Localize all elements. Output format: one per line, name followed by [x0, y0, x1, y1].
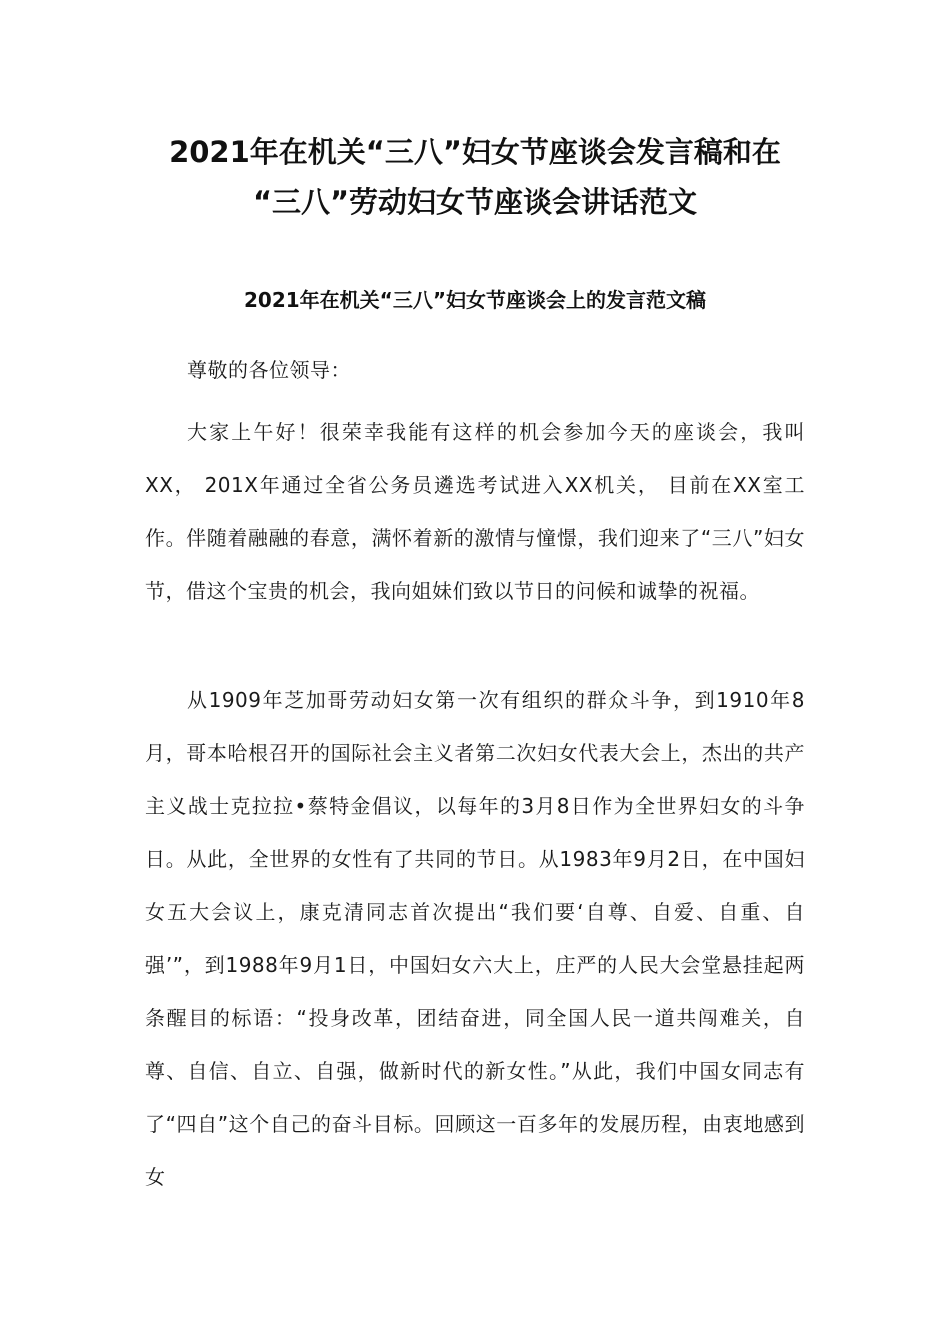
paragraph-2: 从1909年芝加哥劳动妇女第一次有组织的群众斗争，到1910年8月，哥本哈根召开的国际社会主义者第二次妇女代表大会上，杰出的共产主义战士克拉拉•蔡特金倡议，以每年的3月8日作为全世界妇女的斗争日。从此，全世界的女性有了共同的节日。从1983年9月2日，在中国妇女五大会议上，康克清同志首次提出“我们要‘自尊、自爱、自重、自强’”，到1988年9月1日，中国妇女六大上，庄严的人民大会堂悬挂起两条醒目的标语：“投身改革，团结奋进，同全国人民一道共闯难关，自尊、自信、自立、自强，做新时代的新女性。”从此，我们中国女同志有了“四自”这个自己的奋斗目标。回顾这一百多年的发展历程，由衷地感到女 — [145, 688, 805, 1189]
section-subtitle: 2021年在机关“三八”妇女节座谈会上的发言范文稿 — [244, 288, 706, 312]
document-title-line-1: 2021年在机关“三八”妇女节座谈会发言稿和在 — [169, 135, 781, 169]
paragraph-1: 大家上午好！很荣幸我能有这样的机会参加今天的座谈会，我叫XX， 201X年通过全省公务员遴选考试进入XX机关， 目前在XX室工作。伴随着融融的春意，满怀着新的激情与憧憬，我们迎来了“三八”妇女节，借这个宝贵的机会，我向姐妹们致以节日的问候和诚挚的祝福。 — [145, 420, 805, 603]
salutation: 尊敬的各位领导： — [187, 358, 351, 382]
document-title-line-2: “三八”劳动妇女节座谈会讲话范文 — [252, 185, 698, 219]
